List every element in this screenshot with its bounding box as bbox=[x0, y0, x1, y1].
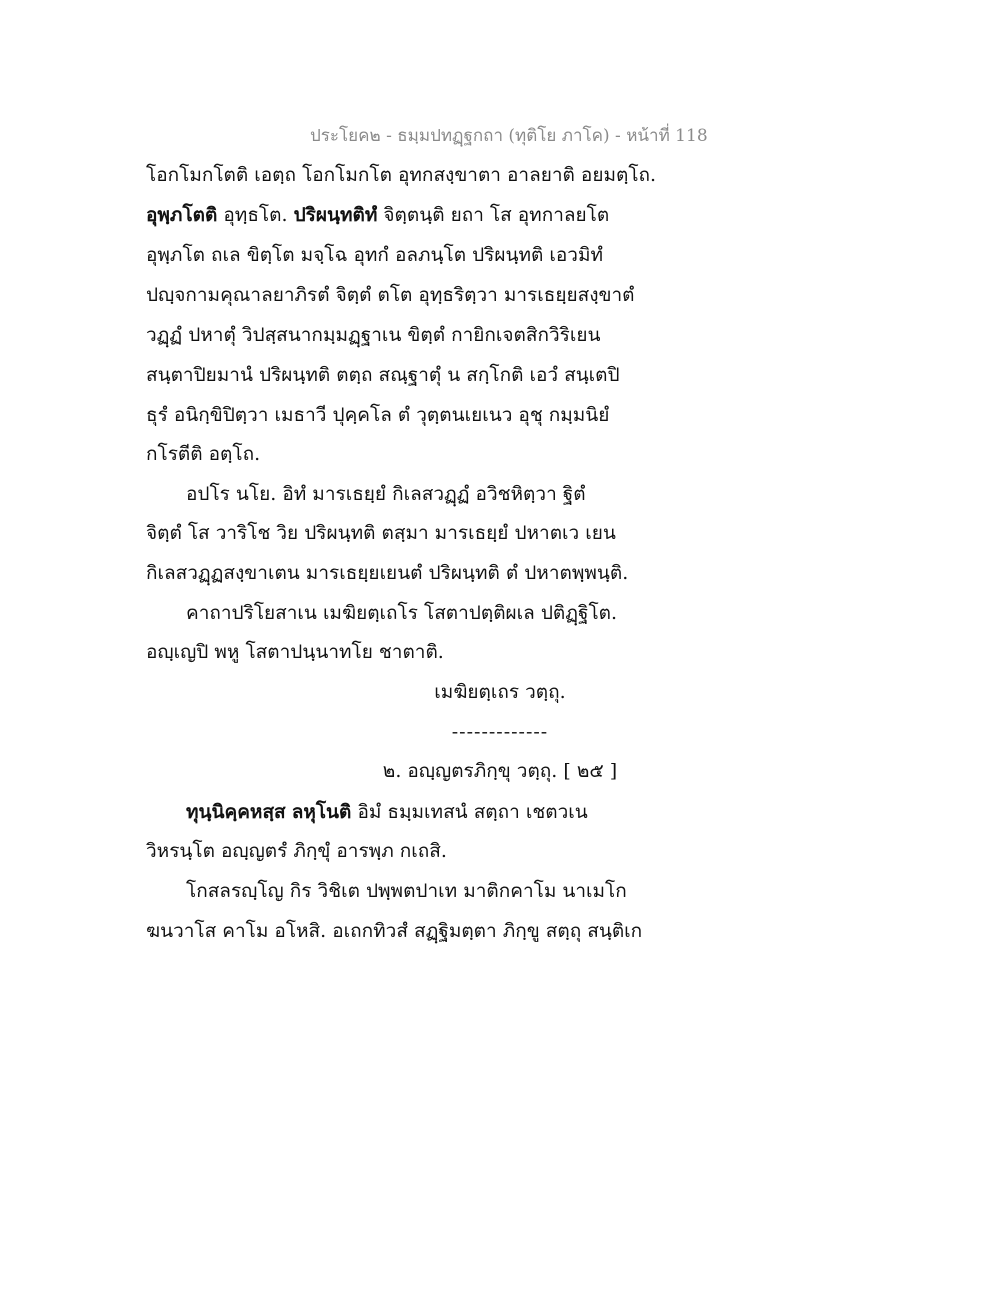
text-line: อปโร นโย. อิทํ มารเธยฺยํ กิเลสวฏฺฏํ อวิชหิตฺวา ฐิตํ bbox=[186, 483, 586, 505]
text-line: คาถาปริโยสาเน เมฆิยตฺเถโร โสตาปตฺติผเล ปติฏฺฐิโต. bbox=[186, 602, 618, 624]
bold-term: อุพฺภโตติ bbox=[146, 204, 218, 226]
text-line: อุพฺภโต ถเล ขิตฺโต มจฺโฉ อุทกํ อลภนฺโต ปริผนฺทติ เอวมิทํ bbox=[146, 244, 604, 266]
bold-term: ลหุโนติ bbox=[291, 801, 352, 823]
text-line bbox=[186, 799, 588, 825]
text-line: กโรตีติ อตฺโถ. bbox=[146, 443, 261, 465]
bold-term: ปริผนฺทติทํ bbox=[293, 204, 378, 226]
text-line: ปญฺจกามคุณาลยาภิรตํ จิตฺตํ ตโต อุทฺธริตฺวา มารเธยฺยสงฺขาตํ bbox=[146, 284, 635, 306]
text-span: จิตฺตนฺติ ยถา โส อุทกาลยโต bbox=[383, 204, 610, 226]
separator: ------------- bbox=[451, 721, 549, 743]
text-line: สนฺตาปิยมานํ ปริผนฺทติ ตตฺถ สณฺฐาตุํ น สกฺโกติ เอวํ สนฺเตปิ bbox=[146, 364, 620, 386]
text-line: วฏฺฏํ ปหาตุํ วิปสฺสนากมฺมฏฺฐาเน ขิตฺตํ กายิกเจตสิกวิริเยน bbox=[146, 324, 601, 346]
text-line: โกสลรญฺโญ กิร วิชิเต ปพฺพตปาเท มาติกคาโม นาเมโก bbox=[186, 880, 627, 902]
text-line: ธุรํ อนิกฺขิปิตฺวา เมธาวี ปุคฺคโล ตํ วุตฺตนเยเนว อุชุ กมฺมนิยํ bbox=[146, 404, 610, 426]
text-line: วิหรนฺโต อญฺญตรํ ภิกฺขุํ อารพฺภ กเถสิ. bbox=[146, 840, 447, 862]
text-line: จิตฺตํ โส วาริโช วิย ปริผนฺทติ ตสฺมา มารเธยฺยํ ปหาตเว เยน bbox=[146, 522, 616, 544]
text-span: อุทฺธโต. bbox=[223, 204, 288, 226]
section-end-title: เมฆิยตฺเถร วตฺถุ. bbox=[434, 681, 566, 703]
page-header: ประโยค๒ - ธมฺมปทฏฺฐกถา (ทุติโย ภาโค) - หน้าที่ 118 bbox=[310, 126, 708, 146]
bold-term: ทุนฺนิคฺคหสฺส bbox=[186, 801, 286, 823]
text-line: ฆนวาโส คาโม อโหสิ. อเถกทิวสํ สฏฺฐิมตฺตา ภิกฺขู สตฺถุ สนฺติเก bbox=[146, 920, 643, 942]
text-line bbox=[146, 202, 609, 228]
text-span: อิมํ ธมฺมเทสนํ สตฺถา เชตวเน bbox=[357, 801, 588, 823]
section-heading: ๒. อญฺญตรภิกฺขุ วตฺถุ. [ ๒๕ ] bbox=[382, 760, 618, 782]
text-line: อญฺเญปิ พหู โสตาปนฺนาทโย ชาตาติ. bbox=[146, 641, 444, 663]
text-line: โอกโมกโตติ เอตฺถ โอกโมกโต อุทกสงฺขาตา อาลยาติ อยมตฺโถ. bbox=[146, 164, 657, 186]
text-line: กิเลสวฏฺฏสงฺขาเตน มารเธยฺยเยนตํ ปริผนฺทติ ตํ ปหาตพฺพนฺติ. bbox=[146, 562, 629, 584]
